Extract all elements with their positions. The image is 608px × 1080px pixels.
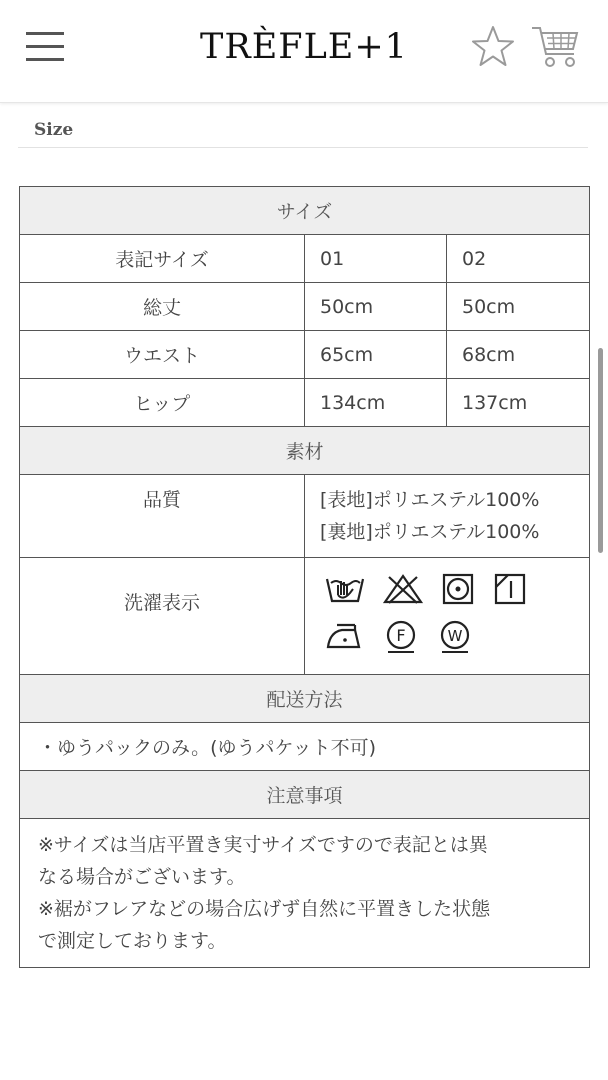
iron-low-icon xyxy=(325,620,365,652)
notes-text xyxy=(20,819,590,968)
row-value: 137cm xyxy=(447,379,590,427)
size-col-01: 01 xyxy=(305,235,447,283)
note-line: ※サイズは当店平置き実寸サイズですので表記とは異 xyxy=(38,834,488,856)
site-logo[interactable]: TRÈFLE+1 xyxy=(200,27,408,67)
size-col-02: 02 xyxy=(447,235,590,283)
care-symbols xyxy=(305,558,590,675)
dry-clean-f-icon xyxy=(383,620,419,654)
shipping-text: ・ゆうパックのみ。(ゆうパケット不可) xyxy=(20,723,590,771)
quality-line: [表地]ポリエステル100% xyxy=(320,489,540,511)
svg-text:F: F xyxy=(396,626,406,645)
note-line: ※裾がフレアなどの場合広げず自然に平置きした状態 xyxy=(38,898,491,920)
note-line: で測定しております。 xyxy=(38,930,227,952)
row-value: 68cm xyxy=(447,331,590,379)
line-dry-shade-icon xyxy=(493,573,527,605)
table-row xyxy=(20,379,590,427)
notes-header: 注意事項 xyxy=(20,771,590,819)
size-header: サイズ xyxy=(20,187,590,235)
table-row xyxy=(20,331,590,379)
quality-line: [裏地]ポリエステル100% xyxy=(320,521,540,543)
product-spec-table xyxy=(19,186,590,968)
shipping-header: 配送方法 xyxy=(20,675,590,723)
wet-clean-w-icon xyxy=(437,620,473,654)
care-label: 洗濯表示 xyxy=(20,558,305,675)
hand-wash-icon xyxy=(325,573,365,605)
quality-value xyxy=(305,475,590,558)
svg-text:W: W xyxy=(447,627,463,645)
row-value: 50cm xyxy=(447,283,590,331)
row-value: 134cm xyxy=(305,379,447,427)
section-title: Size xyxy=(34,120,74,140)
star-icon[interactable] xyxy=(470,24,516,68)
scrollbar[interactable] xyxy=(598,348,603,553)
note-line: なる場合がございます。 xyxy=(38,866,246,888)
section-divider xyxy=(18,147,588,148)
size-label-header: 表記サイズ xyxy=(20,235,305,283)
row-value: 65cm xyxy=(305,331,447,379)
row-label: ヒップ xyxy=(20,379,305,427)
site-header xyxy=(0,0,608,103)
cart-icon[interactable] xyxy=(530,22,580,70)
row-label: 総丈 xyxy=(20,283,305,331)
material-header: 素材 xyxy=(20,427,590,475)
no-bleach-icon xyxy=(383,573,423,605)
tumble-dry-icon xyxy=(441,573,475,605)
quality-label: 品質 xyxy=(20,475,305,558)
table-row xyxy=(20,283,590,331)
row-value: 50cm xyxy=(305,283,447,331)
row-label: ウエスト xyxy=(20,331,305,379)
